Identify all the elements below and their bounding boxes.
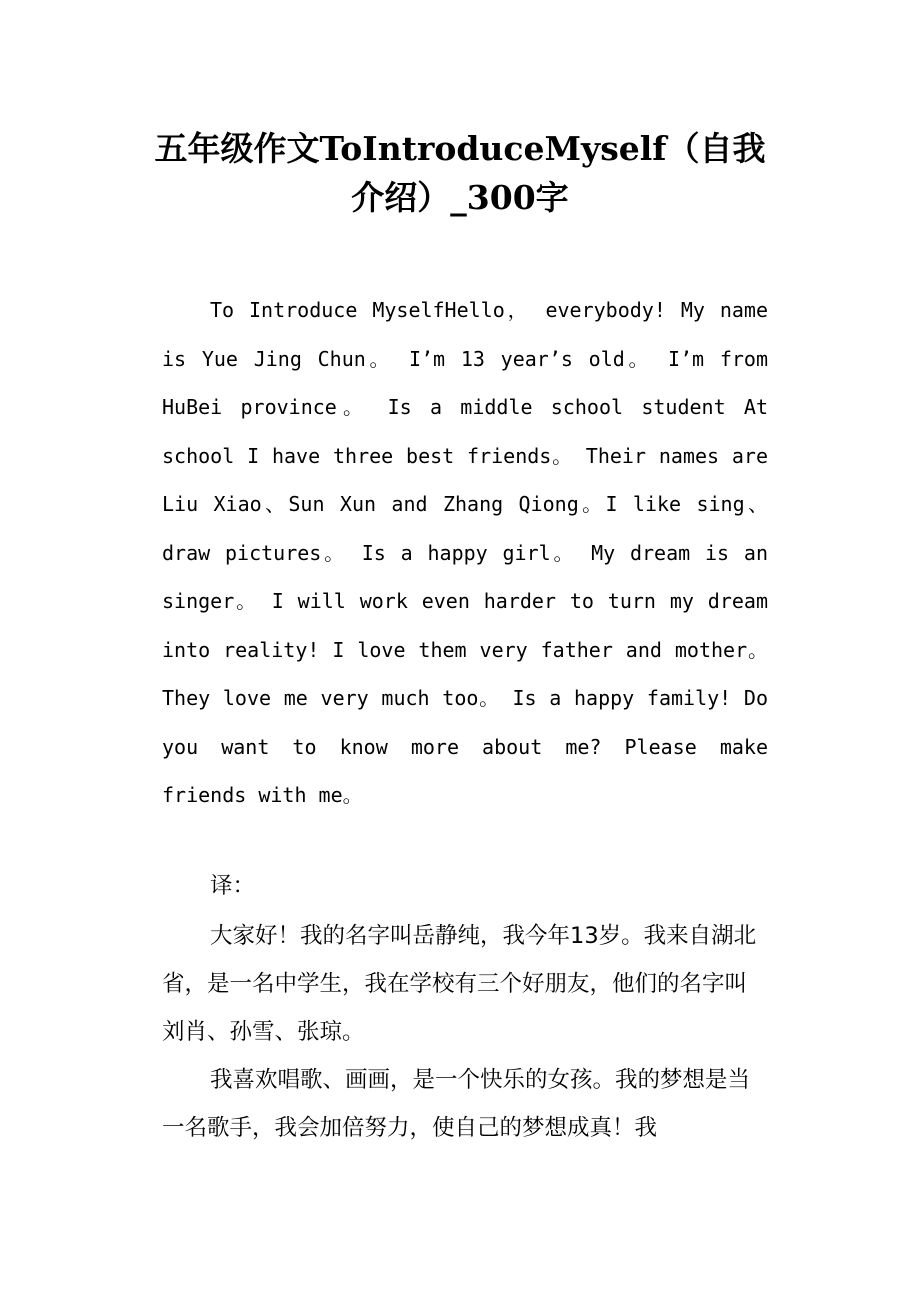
translation-label: 译： [210, 873, 256, 899]
chinese-paragraph-2: 我喜欢唱歌、画画，是一个快乐的女孩。我的梦想是当一名歌手，我会加倍努力，使自己的梦想成真！我 [162, 1067, 751, 1141]
chinese-paragraph-1: 大家好！我的名字叫岳静纯，我今年13岁。我来自湖北省，是一名中学生，我在学校有三个好朋友，他们的名字叫刘肖、孙雪、张琼。 [162, 923, 757, 1045]
document-title: 五年级作文ToIntroduceMyself（自我介绍）_300字 [154, 129, 766, 217]
english-essay-paragraph: To Introduce MyselfHello， everybody! My name is Yue Jing Chun。 I’m 13 year’s old。 I’m from HuBei province。 Is a middle school student At school I have three best friends。 Their names are Liu Xiao、Sun Xun and Zhang Qiong。I like sing、draw pictures。 Is a happy girl。 My dream is an singer。 I will work even harder to turn my dream into reality! I love them very father and mother。 They love me very much too。 Is a happy family! Do you want to know more about me? Please make friends with me。 [162, 298, 768, 807]
